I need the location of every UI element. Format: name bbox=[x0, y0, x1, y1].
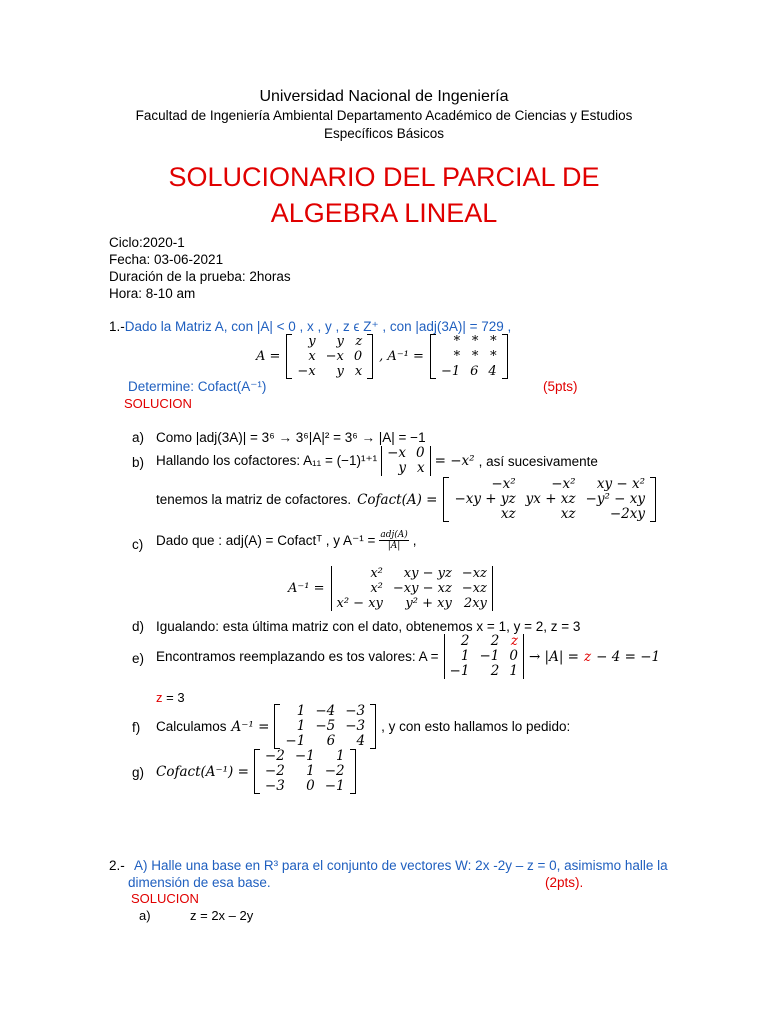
matrix-cell: −x bbox=[387, 445, 407, 461]
matrix-body bbox=[382, 446, 430, 476]
adj-over-det-fraction bbox=[379, 530, 408, 551]
matrix-cell: 2xy bbox=[463, 596, 487, 611]
step-e-label: e) bbox=[132, 651, 145, 666]
matrix-cell: 1 bbox=[306, 763, 315, 779]
university-name: Universidad Nacional de Ingeniería bbox=[259, 88, 509, 105]
matrix-cell: 6 bbox=[326, 733, 336, 749]
determine-text: Determine: Cofact(A⁻¹) bbox=[128, 379, 267, 394]
matrix-cell: 0 bbox=[353, 349, 363, 364]
matrix-row bbox=[280, 734, 370, 749]
step-d-text: Igualando: esta última matriz con el dato, obtenemos x = 1, y = 2, z = 3 bbox=[156, 619, 581, 634]
step-f-line bbox=[156, 704, 570, 749]
matrix-body bbox=[280, 704, 370, 749]
matrix-cell: −1 bbox=[449, 663, 470, 679]
matrix-cell: xy − x² bbox=[596, 476, 646, 492]
matrix-right-bracket bbox=[430, 446, 431, 476]
matrix-right-bracket bbox=[523, 634, 524, 679]
problem-1-points: (5pts) bbox=[543, 379, 578, 394]
matrix-cell: 2 bbox=[460, 633, 470, 649]
matrix-body bbox=[260, 749, 350, 794]
matrix-cell: −xz bbox=[461, 566, 487, 581]
matrix-body bbox=[332, 566, 492, 611]
matrix-cell: x² bbox=[370, 566, 383, 581]
cofactor-label: Cofact(A) = bbox=[357, 491, 438, 508]
matrix-cell: xz bbox=[500, 506, 516, 522]
step-b-continuation: , así sucesivamente bbox=[478, 453, 598, 469]
matrix-body bbox=[436, 334, 502, 379]
matrix-row bbox=[445, 634, 523, 649]
matrix-row bbox=[449, 477, 650, 492]
step-c-text: Dado que : adj(A) = Cofactᵀ , y A⁻¹ = bbox=[156, 532, 376, 548]
matrix-row bbox=[292, 364, 367, 379]
matrix-cell: y² + xy bbox=[405, 596, 452, 611]
matrix-cell: xy − yz bbox=[403, 566, 452, 581]
cofactor-a11-value: = −x² bbox=[434, 453, 475, 469]
step-b-text: Hallando los cofactores: A₁₁ = (−1)¹⁺¹ bbox=[156, 453, 378, 468]
step-c-comma: , bbox=[412, 533, 417, 548]
matrix-cell: −1 bbox=[324, 778, 345, 794]
matrix-cell: 0 bbox=[306, 778, 315, 794]
faculty-line-1: Facultad de Ingeniería Ambiental Departamento Académico de Ciencias y Estudios bbox=[135, 108, 633, 123]
step-b-line bbox=[156, 446, 598, 476]
matrix-cell: −3 bbox=[345, 718, 366, 734]
matrix-cell: −2xy bbox=[609, 506, 646, 522]
matrix-cell: z bbox=[510, 633, 518, 649]
cofact-ainv-label: Cofact(A⁻¹) = bbox=[156, 763, 249, 780]
matrix-cell: −1 bbox=[479, 648, 500, 664]
ainv-label: A⁻¹ = bbox=[288, 581, 325, 596]
matrix-cell: −x bbox=[297, 364, 316, 379]
det-result-value: − 4 = −1 bbox=[596, 648, 661, 665]
matrix-right-bracket bbox=[367, 334, 373, 379]
det-result-prefix: → |A| = bbox=[528, 648, 579, 665]
matrix-cell: −xy + yz bbox=[454, 491, 516, 507]
matrix-cell: −4 bbox=[315, 703, 336, 719]
fraction-denominator: |A| bbox=[387, 541, 401, 551]
matrix-cell: 2 bbox=[490, 633, 500, 649]
step-b-label: b) bbox=[132, 455, 145, 470]
matrix-cell: yx + xz bbox=[525, 491, 576, 507]
solucion-label-2: SOLUCION bbox=[131, 891, 199, 906]
matrix-row bbox=[449, 492, 650, 507]
matrix-right-bracket bbox=[650, 477, 656, 522]
matrix-cell: 1 bbox=[296, 703, 306, 719]
matrix-a-numeric bbox=[444, 634, 524, 679]
matrix-row bbox=[280, 719, 370, 734]
matrix-cell: 1 bbox=[460, 648, 470, 664]
problem-2-statement-1: A) Halle una base en R³ para el conjunto de vectores W: 2x -2y – z = 0, asimismo halle la bbox=[134, 858, 668, 873]
matrix-cell: −2 bbox=[264, 763, 285, 779]
matrix-cell: * bbox=[471, 334, 479, 349]
matrix-cell: 4 bbox=[488, 364, 497, 379]
matrix-cell: 1 bbox=[509, 663, 518, 679]
cofactor-minor-determinant bbox=[381, 446, 431, 476]
problem-1-statement bbox=[109, 319, 511, 335]
ainv-symbolic-matrix bbox=[331, 566, 493, 611]
matrix-row bbox=[332, 596, 492, 611]
matrix-cell: * bbox=[453, 334, 461, 349]
matrix-row bbox=[292, 349, 367, 364]
matrix-cell: −5 bbox=[315, 718, 336, 734]
matrix-row bbox=[280, 704, 370, 719]
matrix-cell: z bbox=[355, 334, 363, 349]
step-g-line bbox=[156, 749, 356, 794]
cofactor-matrix-line bbox=[156, 477, 656, 522]
matrix-cell: −x² bbox=[551, 476, 576, 492]
matrix-cell: −3 bbox=[345, 703, 366, 719]
step-d-label: d) bbox=[132, 619, 145, 634]
step-e-line bbox=[156, 634, 660, 679]
matrix-cell: −y² − xy bbox=[585, 491, 646, 507]
matrix-cell: y bbox=[336, 364, 344, 379]
matrix-body bbox=[449, 477, 650, 522]
matrix-cell: * bbox=[471, 349, 479, 364]
step-c-line bbox=[156, 530, 417, 551]
matrix-a bbox=[286, 334, 373, 379]
matrix-cell: −1 bbox=[440, 364, 461, 379]
duration: Duración de la prueba: 2horas bbox=[109, 269, 291, 284]
cofact-ainv-matrix bbox=[254, 749, 356, 794]
cycle: Ciclo:2020-1 bbox=[109, 235, 185, 250]
cofactor-text: tenemos la matriz de cofactores. bbox=[156, 492, 352, 507]
step-f-ainv-label: A⁻¹ = bbox=[231, 718, 270, 735]
problem-1-number: 1.- bbox=[109, 319, 125, 334]
fraction-numerator: adj(A) bbox=[380, 530, 408, 540]
z-value: = 3 bbox=[162, 690, 185, 705]
matrix-cell: y bbox=[398, 460, 407, 476]
problem-1-text: Dado la Matriz A, con |A| < 0 , x , y , z ϵ Z⁺ , con |adj(3A)| = 729 , bbox=[124, 319, 512, 334]
matrix-body bbox=[292, 334, 367, 379]
matrix-cell: −1 bbox=[285, 733, 306, 749]
hour: Hora: 8-10 am bbox=[109, 286, 196, 301]
step-a-text: Como |adj(3A)| = 3⁶ → 3⁶|A|² = 3⁶ → |A| = −1 bbox=[156, 430, 426, 445]
matrix-row bbox=[382, 461, 430, 476]
matrix-row bbox=[332, 566, 492, 581]
matrix-row bbox=[436, 334, 502, 349]
matrix-ainv-label: , A⁻¹ = bbox=[379, 349, 424, 364]
matrix-cell: * bbox=[453, 349, 461, 364]
matrix-row bbox=[436, 364, 502, 379]
matrix-row bbox=[292, 334, 367, 349]
matrix-cell: y bbox=[336, 334, 344, 349]
matrix-cell: x bbox=[417, 460, 425, 476]
step-f-continuation: , y con esto hallamos lo pedido: bbox=[381, 719, 571, 734]
matrix-cell: 4 bbox=[356, 733, 366, 749]
det-result-z: z bbox=[584, 648, 592, 665]
ainv-numeric-matrix bbox=[274, 704, 376, 749]
matrix-row bbox=[260, 749, 350, 764]
matrix-cell: 1 bbox=[296, 718, 306, 734]
problem-2-points: (2pts). bbox=[545, 875, 584, 890]
solucion-label-1: SOLUCION bbox=[124, 396, 192, 411]
matrix-cell: y bbox=[308, 334, 316, 349]
matrix-cell: 6 bbox=[470, 364, 479, 379]
faculty-line-2: Específicos Básicos bbox=[323, 126, 445, 141]
step-e-text: Encontramos reemplazando es tos valores: A = bbox=[156, 649, 439, 664]
z-variable: z bbox=[156, 690, 163, 705]
matrix-cell: −xz bbox=[461, 581, 487, 596]
matrix-cell: −1 bbox=[294, 748, 315, 764]
matrix-cell: −x² bbox=[491, 476, 516, 492]
matrix-row bbox=[445, 649, 523, 664]
step-f-text: Calculamos bbox=[156, 719, 227, 734]
matrix-cell: −xy − xz bbox=[392, 581, 452, 596]
matrix-a-label: A = bbox=[256, 349, 281, 364]
exam-info bbox=[109, 234, 291, 302]
document-title-line-1: SOLUCIONARIO DEL PARCIAL DE bbox=[168, 162, 600, 192]
matrix-cell: 2 bbox=[490, 663, 500, 679]
matrix-right-bracket bbox=[370, 704, 376, 749]
step-c-label: c) bbox=[132, 537, 144, 552]
matrix-cell: x² − xy bbox=[336, 596, 383, 611]
matrix-cell: 0 bbox=[509, 648, 518, 664]
matrix-right-bracket bbox=[492, 566, 493, 611]
problem-2-step-a-label: a) bbox=[139, 908, 151, 923]
document-title-line-2: ALGEBRA LINEAL bbox=[270, 198, 498, 228]
step-g-label: g) bbox=[132, 765, 145, 780]
matrix-cell: 0 bbox=[416, 445, 425, 461]
problem-2-step-a-text: z = 2x – 2y bbox=[190, 908, 254, 923]
cofactor-matrix bbox=[443, 477, 656, 522]
matrix-cell: * bbox=[490, 349, 497, 364]
matrix-right-bracket bbox=[502, 334, 508, 379]
step-a-label: a) bbox=[132, 430, 145, 445]
matrix-row bbox=[260, 779, 350, 794]
matrix-right-bracket bbox=[350, 749, 356, 794]
matrix-row bbox=[382, 446, 430, 461]
matrix-ainv-given bbox=[430, 334, 508, 379]
matrix-cell: xz bbox=[560, 506, 576, 522]
matrix-row bbox=[332, 581, 492, 596]
matrix-cell: x bbox=[308, 349, 316, 364]
matrix-cell: −2 bbox=[264, 748, 285, 764]
ainv-symbolic-line bbox=[288, 566, 493, 611]
z-result bbox=[156, 690, 185, 705]
matrix-cell: −2 bbox=[324, 763, 345, 779]
matrix-cell: x² bbox=[370, 581, 383, 596]
matrix-row bbox=[436, 349, 502, 364]
date: Fecha: 03-06-2021 bbox=[109, 252, 224, 267]
matrix-row bbox=[445, 664, 523, 679]
step-f-label: f) bbox=[132, 720, 141, 735]
matrix-row bbox=[449, 507, 650, 522]
matrix-cell: −x bbox=[325, 349, 344, 364]
matrix-cell: −3 bbox=[264, 778, 285, 794]
matrix-cell: 1 bbox=[336, 748, 345, 764]
problem-2-number: 2.- bbox=[109, 858, 125, 873]
matrix-body bbox=[445, 634, 523, 679]
problem-2-statement-2: dimensión de esa base. bbox=[128, 875, 271, 890]
matrix-cell: x bbox=[354, 364, 363, 379]
matrix-cell: * bbox=[490, 334, 497, 349]
matrix-row bbox=[260, 764, 350, 779]
given-matrices bbox=[256, 334, 508, 379]
